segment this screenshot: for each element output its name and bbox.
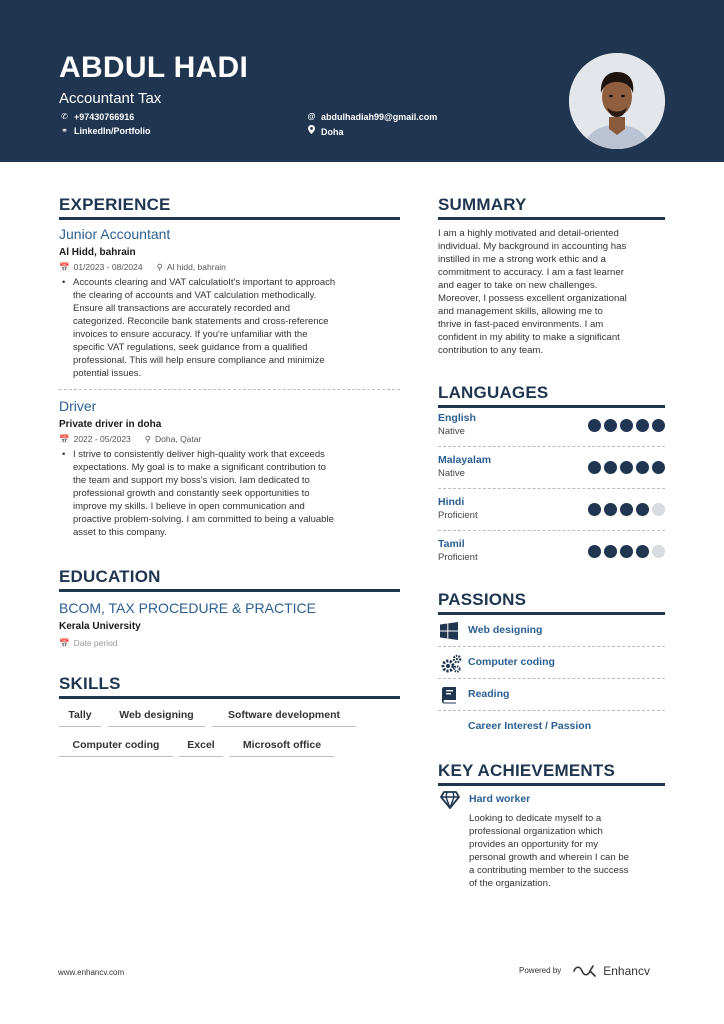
summary-line: instilled in me a strong work ethic and a bbox=[438, 254, 606, 265]
candidate-name: ABDUL HADI bbox=[59, 51, 249, 84]
job-meta bbox=[59, 434, 400, 445]
location-pin-icon bbox=[307, 125, 316, 138]
contact-location bbox=[307, 125, 344, 138]
languages-rule bbox=[438, 405, 665, 408]
book-icon bbox=[440, 686, 460, 704]
passion-item bbox=[438, 710, 665, 742]
contact-email[interactable] bbox=[307, 111, 437, 123]
skill-tag: Tally bbox=[59, 708, 101, 727]
language-name: Malayalam bbox=[438, 454, 492, 466]
proficiency-dot-filled bbox=[604, 461, 617, 474]
language-name: Hindi bbox=[438, 496, 465, 508]
skills-heading: SKILLS bbox=[59, 674, 121, 693]
desc-line: specific VAT regulations, seek guidance from a qualified bbox=[73, 342, 308, 353]
calendar-icon: 📅 bbox=[59, 434, 70, 444]
desc-line: • I strive to consistently deliver high-quality work that exceeds bbox=[73, 449, 325, 460]
summary-line: commitment to accuracy. I am a fast learner bbox=[438, 267, 624, 278]
achievement-line: Looking to dedicate myself to a bbox=[469, 813, 602, 824]
desc-line: • Accounts clearing and VAT calculatioIt's important to approach bbox=[73, 277, 336, 288]
job-company: Private driver in doha bbox=[59, 419, 162, 430]
proficiency-dot-filled bbox=[652, 461, 665, 474]
proficiency-dot-filled bbox=[588, 503, 601, 516]
achievements-section bbox=[438, 761, 665, 786]
passion-item bbox=[438, 646, 665, 678]
proficiency-dot-filled bbox=[588, 419, 601, 432]
achievement-line: professional organization which bbox=[469, 826, 603, 837]
experience-entry bbox=[59, 398, 400, 539]
proficiency-dot-empty bbox=[652, 503, 665, 516]
experience-rule bbox=[59, 217, 400, 220]
period-text: Date period bbox=[73, 638, 118, 648]
proficiency-dot-filled bbox=[604, 419, 617, 432]
divider bbox=[59, 389, 400, 390]
language-level: Proficient bbox=[438, 552, 478, 563]
desc-line: categorized. Reconcile bank statements and cross-reference bbox=[73, 316, 329, 327]
link-icon: ⚭ bbox=[61, 126, 68, 135]
job-title: Junior Accountant bbox=[59, 226, 171, 242]
contact-phone bbox=[60, 111, 134, 123]
skills-rule bbox=[59, 696, 400, 699]
skill-tag: Microsoft office bbox=[230, 738, 334, 757]
achievement-line: provides an opportunity for my bbox=[469, 839, 599, 850]
proficiency-dots bbox=[588, 419, 665, 432]
achievements-rule bbox=[438, 783, 665, 786]
calendar-icon: 📅 bbox=[59, 638, 70, 648]
link-text[interactable]: LinkedIn/Portfolio bbox=[74, 126, 151, 136]
language-level: Proficient bbox=[438, 510, 478, 521]
summary-line: contribution to any team. bbox=[438, 345, 544, 356]
enhancv-logo-icon bbox=[573, 965, 597, 977]
achievement-description bbox=[469, 812, 665, 890]
achievement-line: of the organization. bbox=[469, 878, 551, 889]
skill-tag: Computer coding bbox=[59, 738, 173, 757]
passion-label: Web designing bbox=[468, 624, 543, 636]
summary-line: confident in my ability to make a significant bbox=[438, 332, 620, 343]
summary-line: I am a highly motivated and detail-oriented bbox=[438, 228, 619, 239]
languages-heading: LANGUAGES bbox=[438, 383, 549, 402]
skill-tag: Excel bbox=[179, 738, 223, 757]
desc-line: asset to this company. bbox=[73, 527, 167, 538]
desc-line: proactive problem-solving. I am committed to being a valuable bbox=[73, 514, 334, 525]
job-description bbox=[59, 448, 400, 539]
desc-line: improve my skills. I believe in open communication and bbox=[73, 501, 305, 512]
proficiency-dot-filled bbox=[636, 503, 649, 516]
job-dates: 2022 - 05/2023 bbox=[73, 434, 131, 444]
experience-entry bbox=[59, 226, 400, 380]
proficiency-dots bbox=[588, 545, 665, 558]
summary-line: and management skills, allowing me to bbox=[438, 306, 603, 317]
proficiency-dot-filled bbox=[604, 545, 617, 558]
education-rule bbox=[59, 589, 400, 592]
desc-line: the team and support my boss's vision. Iam dedicated to bbox=[73, 475, 310, 486]
proficiency-dot-filled bbox=[652, 419, 665, 432]
skill-tag: Software development bbox=[212, 708, 356, 727]
job-location: Al hidd, bahrain bbox=[166, 262, 226, 272]
proficiency-dots bbox=[588, 503, 665, 516]
proficiency-dots bbox=[588, 461, 665, 474]
desc-line: invoices to ensure accuracy. If you're unfamiliar with the bbox=[73, 329, 308, 340]
language-level: Native bbox=[438, 426, 465, 437]
proficiency-dot-filled bbox=[620, 545, 633, 558]
achievement-title: Hard worker bbox=[469, 793, 531, 805]
resume-header bbox=[0, 0, 724, 162]
desc-line: professional growth and constantly seek opportunities to bbox=[73, 488, 310, 499]
proficiency-dot-filled bbox=[636, 545, 649, 558]
summary-line: and eager to take on new challenges. bbox=[438, 280, 598, 291]
education-heading: EDUCATION bbox=[59, 567, 161, 586]
language-name: Tamil bbox=[438, 538, 465, 550]
powered-by-text: Powered by bbox=[519, 966, 562, 975]
skill-tag: Web designing bbox=[108, 708, 205, 727]
candidate-role: Accountant Tax bbox=[59, 90, 162, 107]
proficiency-dot-filled bbox=[620, 419, 633, 432]
brand-logo[interactable] bbox=[573, 964, 650, 978]
experience-heading: EXPERIENCE bbox=[59, 195, 171, 214]
education-period bbox=[59, 638, 118, 649]
proficiency-dot-filled bbox=[620, 503, 633, 516]
footer-branding bbox=[519, 964, 650, 978]
gears-icon bbox=[440, 654, 460, 672]
location-pin-icon: ⚲ bbox=[156, 262, 163, 272]
job-meta bbox=[59, 262, 400, 273]
proficiency-dot-filled bbox=[636, 419, 649, 432]
windows-icon bbox=[440, 622, 460, 640]
achievements-heading: KEY ACHIEVEMENTS bbox=[438, 761, 616, 780]
diamond-icon bbox=[440, 791, 460, 809]
desc-line: expectations. My goal is to make a significant contribution to bbox=[73, 462, 326, 473]
passion-label: Career Interest / Passion bbox=[468, 720, 592, 732]
job-title: Driver bbox=[59, 398, 97, 414]
achievement-line: personal growth and wherein I can be bbox=[469, 852, 629, 863]
passions-heading: PASSIONS bbox=[438, 590, 527, 609]
proficiency-dot-filled bbox=[620, 461, 633, 474]
summary-line: thrive in fast-paced environments. I am bbox=[438, 319, 604, 330]
divider bbox=[438, 446, 665, 447]
desc-line: Ensure all transactions are accurately recorded and bbox=[73, 303, 291, 314]
summary-heading: SUMMARY bbox=[438, 195, 527, 214]
summary-line: Moreover, I possess excellent organizational bbox=[438, 293, 627, 304]
language-level: Native bbox=[438, 468, 465, 479]
skills-section bbox=[59, 674, 400, 699]
summary-section bbox=[438, 195, 665, 357]
desc-line: potential issues. bbox=[73, 368, 142, 379]
desc-line: the clearing of accounts and VAT calculation methodically. bbox=[73, 290, 317, 301]
achievement-item bbox=[469, 793, 665, 890]
passion-label: Computer coding bbox=[468, 656, 555, 668]
at-icon: @ bbox=[307, 112, 316, 121]
passions-section bbox=[438, 590, 665, 615]
passion-item bbox=[438, 678, 665, 710]
email-text[interactable]: abdulhadiah99@gmail.com bbox=[321, 112, 438, 122]
language-name: English bbox=[438, 412, 476, 424]
brand-name: Enhancv bbox=[603, 964, 650, 978]
proficiency-dot-filled bbox=[636, 461, 649, 474]
phone-text: +97430766916 bbox=[74, 112, 135, 122]
summary-line: individual. My background in accounting has bbox=[438, 241, 627, 252]
passion-item bbox=[438, 614, 665, 646]
phone-icon: ✆ bbox=[61, 112, 68, 121]
contact-link[interactable] bbox=[60, 125, 151, 137]
profile-photo bbox=[569, 53, 665, 149]
desc-line: professional. This will help ensure compliance and minimize bbox=[73, 355, 325, 366]
divider bbox=[438, 488, 665, 489]
languages-section bbox=[438, 383, 665, 408]
passion-label: Reading bbox=[468, 688, 510, 700]
job-description bbox=[59, 276, 400, 380]
proficiency-dot-filled bbox=[604, 503, 617, 516]
job-dates: 01/2023 - 08/2024 bbox=[73, 262, 143, 272]
location-pin-icon: ⚲ bbox=[144, 434, 152, 444]
degree-title: BCOM, TAX PROCEDURE & PRACTICE bbox=[59, 600, 316, 616]
location-text: Doha bbox=[321, 126, 344, 137]
experience-section bbox=[59, 195, 400, 220]
calendar-icon: 📅 bbox=[59, 262, 70, 272]
summary-rule bbox=[438, 217, 665, 220]
achievement-line: a contributing member to the success bbox=[469, 865, 629, 876]
job-location: Doha, Qatar bbox=[155, 434, 202, 444]
proficiency-dot-empty bbox=[652, 545, 665, 558]
language-row bbox=[438, 538, 665, 578]
summary-text bbox=[438, 227, 665, 357]
job-company: Al Hidd, bahrain bbox=[59, 247, 136, 258]
proficiency-dot-filled bbox=[588, 545, 601, 558]
school-name: Kerala University bbox=[59, 621, 141, 632]
footer-site-link[interactable]: www.enhancv.com bbox=[58, 968, 125, 977]
proficiency-dot-filled bbox=[588, 461, 601, 474]
divider bbox=[438, 530, 665, 531]
education-section bbox=[59, 567, 400, 651]
